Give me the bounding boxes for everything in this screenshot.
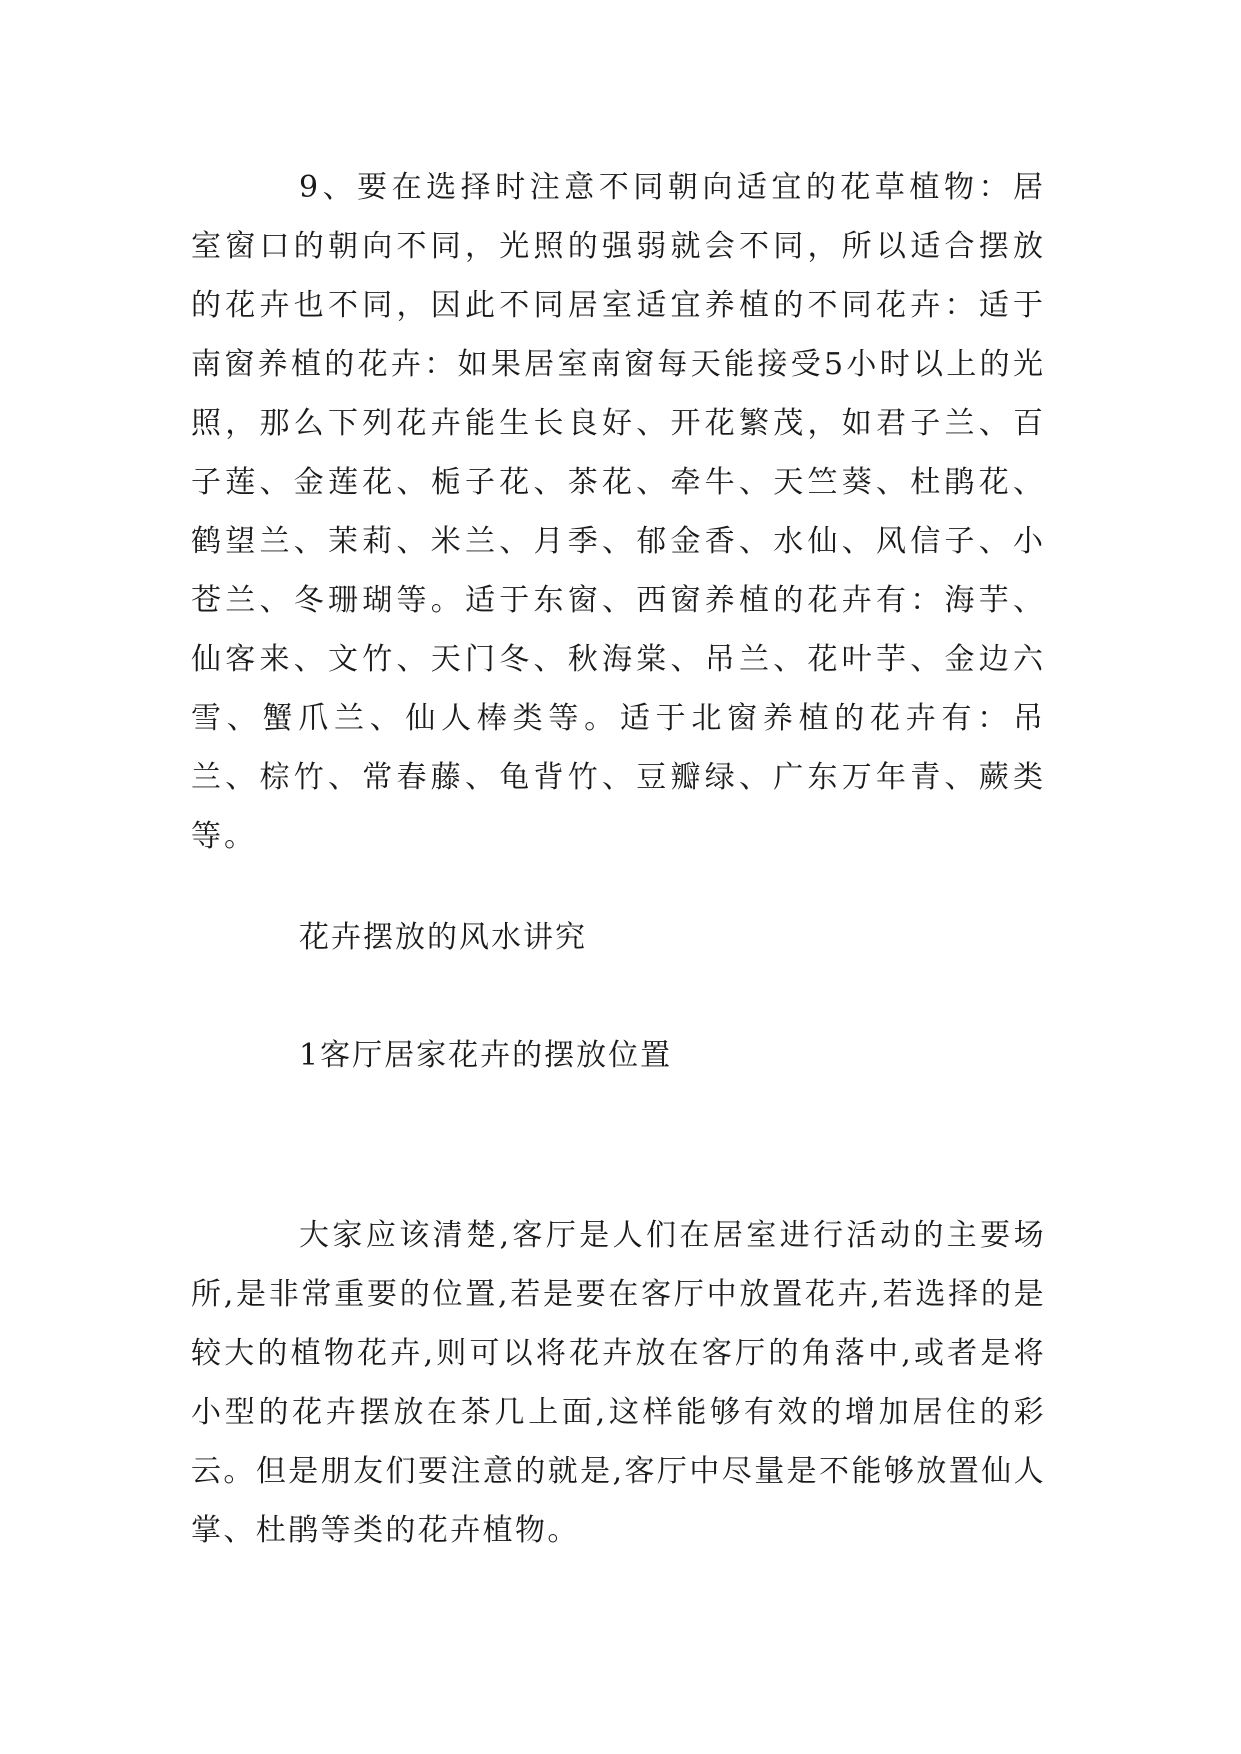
body-paragraph-living-room-placement: 大家应该清楚,客厅是人们在居室进行活动的主要场所,是非常重要的位置,若是要在客厅中放置花卉,若选择的是较大的植物花卉,则可以将花卉放在客厅的角落中,或者是将小型的花卉摆放在茶几上面,这样能够有效的增加居住的彩云。但是朋友们要注意的就是,客厅中尽量是不能够放置仙人掌、杜鹃等类的花卉植物。 [191,1218,1046,1548]
section-heading-feng-shui: 花卉摆放的风水讲究 [299,920,587,955]
subsection-heading-living-room: 1客厅居家花卉的摆放位置 [299,1038,673,1073]
body-paragraph-plants-by-window-orientation: 9、要在选择时注意不同朝向适宜的花草植物：居室窗口的朝向不同，光照的强弱就会不同，所以适合摆放的花卉也不同，因此不同居室适宜养植的不同花卉：适于南窗养植的花卉：如果居室南窗每天能接受5小时以上的光照，那么下列花卉能生长良好、开花繁茂，如君子兰、百子莲、金莲花、栀子花、茶花、牵牛、天竺葵、杜鹃花、鹤望兰、茉莉、米兰、月季、郁金香、水仙、风信子、小苍兰、冬珊瑚等。适于东窗、西窗养植的花卉有：海芋、仙客来、文竹、天门冬、秋海棠、吊兰、花叶芋、金边六雪、蟹爪兰、仙人棒类等。适于北窗养植的花卉有：吊兰、棕竹、常春藤、龟背竹、豆瓣绿、广东万年青、蕨类等。 [191,170,1046,854]
